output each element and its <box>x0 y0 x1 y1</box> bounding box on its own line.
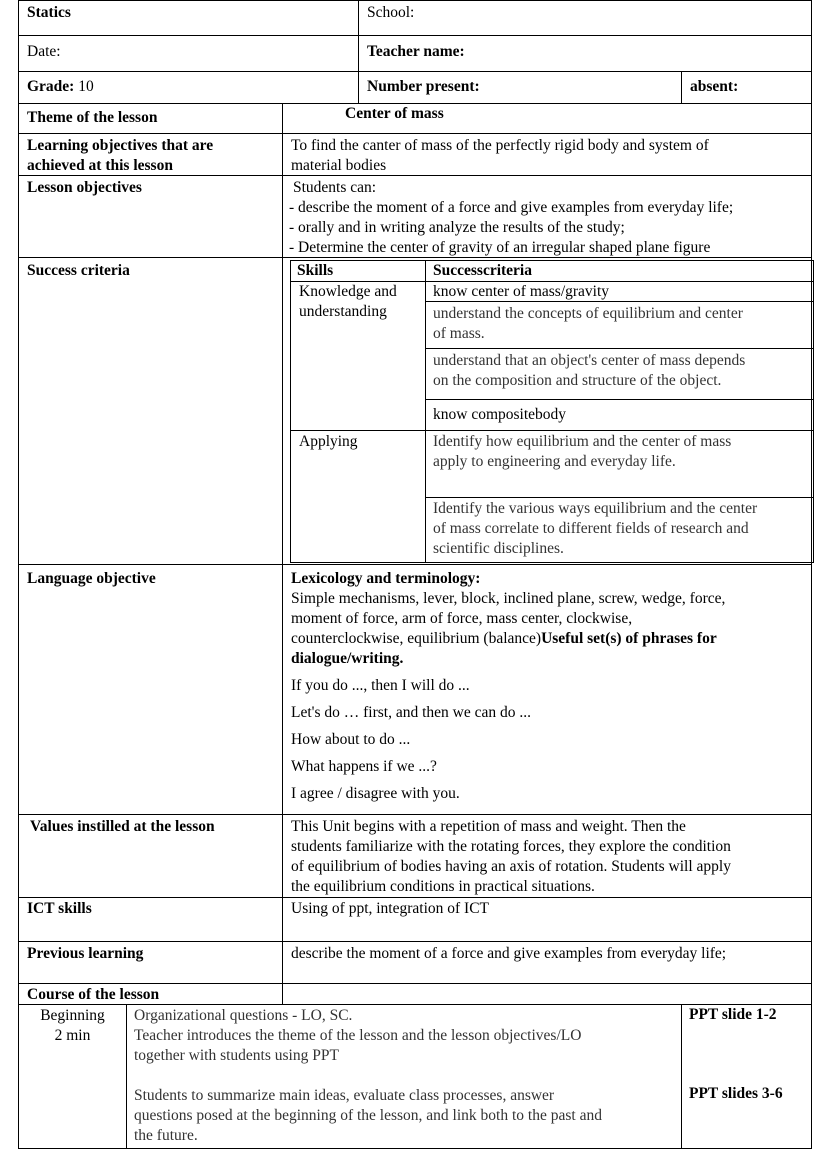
course-label-cell <box>18 983 283 1005</box>
criterion-cell <box>425 281 814 302</box>
phrase-item: Let's do … first, and then we can do ... <box>291 704 531 721</box>
date-label: Date: <box>27 43 61 60</box>
theme-value: Center of mass <box>345 105 444 122</box>
values-line: This Unit begins with a repetition of mass and weight. Then the <box>291 818 686 835</box>
absent-label: absent: <box>690 78 739 95</box>
phrase-item: I agree / disagree with you. <box>291 785 460 802</box>
subject-title: Statics <box>27 4 71 21</box>
theme-label-cell <box>18 103 283 134</box>
criteria-header: Successcriteria <box>433 262 532 279</box>
values-value-cell <box>282 814 812 898</box>
lesson-obj-line: - describe the moment of a force and give examples from everyday life; <box>289 199 734 216</box>
lesson-obj-line: - Determine the center of gravity of an irregular shaped plane figure <box>289 239 711 256</box>
ppt-reference: PPT slides 3-6 <box>689 1085 783 1102</box>
values-line: of equilibrium of bodies having an axis of rotation. Students will apply <box>291 858 731 875</box>
lexicology-line: counterclockwise, equilibrium (balance) <box>291 630 542 647</box>
knowledge-line: Knowledge and <box>299 283 397 300</box>
lesson-obj-line: - orally and in writing analyze the results of the study; <box>289 219 625 236</box>
course-text-cell <box>126 1004 682 1149</box>
criterion-text: know center of mass/gravity <box>433 283 610 300</box>
language-label: Language objective <box>27 570 156 587</box>
stage-duration: 2 min <box>54 1027 91 1044</box>
course-text-line: questions posed at the beginning of the lesson, and link both to the past and <box>134 1107 602 1124</box>
lo-label-line: Learning objectives that are <box>27 137 214 154</box>
criterion-cell <box>425 348 814 400</box>
lesson-obj-value-cell <box>282 175 812 258</box>
lo-label-line: achieved at this lesson <box>27 157 173 174</box>
phrase-item: What happens if we ...? <box>291 758 437 775</box>
course-text-line: together with students using PPT <box>134 1047 339 1064</box>
course-blank-cell <box>282 983 812 1005</box>
values-line: the equilibrium conditions in practical situations. <box>291 878 595 895</box>
criterion-text: Identify the various ways equilibrium and the center <box>433 500 758 517</box>
course-text-line: Teacher introduces the theme of the lesson and the lesson objectives/LO <box>134 1027 582 1044</box>
previous-label: Previous learning <box>27 945 144 962</box>
lo-value-line: material bodies <box>291 157 387 174</box>
lexicology-line: moment of force, arm of force, mass center, clockwise, <box>291 610 633 627</box>
grade-cell <box>18 71 359 104</box>
lexicology-line: Simple mechanisms, lever, block, inclined plane, screw, wedge, force, <box>291 590 726 607</box>
theme-label: Theme of the lesson <box>27 109 158 126</box>
ict-label: ICT skills <box>27 900 92 917</box>
criterion-text: of mass. <box>433 325 485 342</box>
success-label: Success criteria <box>27 262 130 279</box>
school-cell <box>358 0 812 36</box>
criterion-text: on the composition and structure of the object. <box>433 372 722 389</box>
previous-label-cell <box>18 941 283 984</box>
phrase-item: If you do ..., then I will do ... <box>291 677 470 694</box>
criterion-cell <box>425 430 814 498</box>
present-cell <box>358 71 682 104</box>
school-label: School: <box>367 4 415 21</box>
lesson-obj-label: Lesson objectives <box>27 179 142 196</box>
criterion-text: of mass correlate to different fields of research and <box>433 520 749 537</box>
previous-value: describe the moment of a force and give examples from everyday life; <box>291 945 727 962</box>
language-value-cell <box>282 564 812 815</box>
skills-header: Skills <box>297 262 334 279</box>
teacher-cell <box>358 35 812 72</box>
ppt-reference: PPT slide 1-2 <box>689 1006 777 1023</box>
date-cell <box>18 35 359 72</box>
lo-value-line: To find the canter of mass of the perfectly rigid body and system of <box>291 137 709 154</box>
knowledge-cell <box>290 281 426 431</box>
present-label: Number present: <box>367 78 480 95</box>
knowledge-line: understanding <box>299 303 387 320</box>
phrase-item: How about to do ... <box>291 731 411 748</box>
values-label: Values instilled at the lesson <box>30 818 215 835</box>
teacher-label: Teacher name: <box>367 43 465 60</box>
criteria-header-cell <box>425 260 814 282</box>
criterion-text: scientific disciplines. <box>433 540 564 557</box>
success-label-cell <box>18 257 283 565</box>
grade-value: 10 <box>74 78 94 95</box>
applying-label: Applying <box>299 433 358 450</box>
course-text-line: the future. <box>134 1127 198 1144</box>
criterion-cell <box>425 399 814 431</box>
course-label: Course of the lesson <box>27 986 160 1003</box>
criterion-text: Identify how equilibrium and the center of mass <box>433 433 732 450</box>
language-label-cell <box>18 564 283 815</box>
applying-cell <box>290 430 426 563</box>
lesson-obj-line: Students can: <box>293 179 377 196</box>
ict-value: Using of ppt, integration of ICT <box>291 900 490 917</box>
criterion-cell <box>425 301 814 349</box>
lo-label-cell <box>18 133 283 176</box>
lo-value-cell <box>282 133 812 176</box>
values-label-cell <box>18 814 283 898</box>
absent-cell <box>681 71 812 104</box>
theme-value-cell <box>282 103 812 134</box>
course-text-line: Students to summarize main ideas, evaluate class processes, answer <box>134 1087 555 1104</box>
course-text-line: Organizational questions - LO, SC. <box>134 1007 353 1024</box>
criterion-text: understand the concepts of equilibrium and center <box>433 305 743 322</box>
ict-value-cell <box>282 897 812 942</box>
criterion-text: know compositebody <box>433 406 567 423</box>
previous-value-cell <box>282 941 812 984</box>
values-line: students familiarize with the rotating forces, they explore the condition <box>291 838 731 855</box>
criterion-cell <box>425 497 814 563</box>
phrases-title: dialogue/writing. <box>291 650 404 667</box>
ict-label-cell <box>18 897 283 942</box>
criterion-text: apply to engineering and everyday life. <box>433 453 676 470</box>
stage-name: Beginning <box>40 1007 105 1024</box>
lesson-obj-label-cell <box>18 175 283 258</box>
criterion-text: understand that an object's center of mass depends <box>433 352 746 369</box>
phrases-title: Useful set(s) of phrases for <box>541 630 717 647</box>
skills-header-cell <box>290 260 426 282</box>
stage-cell <box>18 1004 127 1149</box>
resources-cell <box>681 1004 812 1149</box>
lexicology-title: Lexicology and terminology: <box>291 570 481 587</box>
subject-cell <box>18 0 359 36</box>
grade-label: Grade: <box>27 78 75 95</box>
